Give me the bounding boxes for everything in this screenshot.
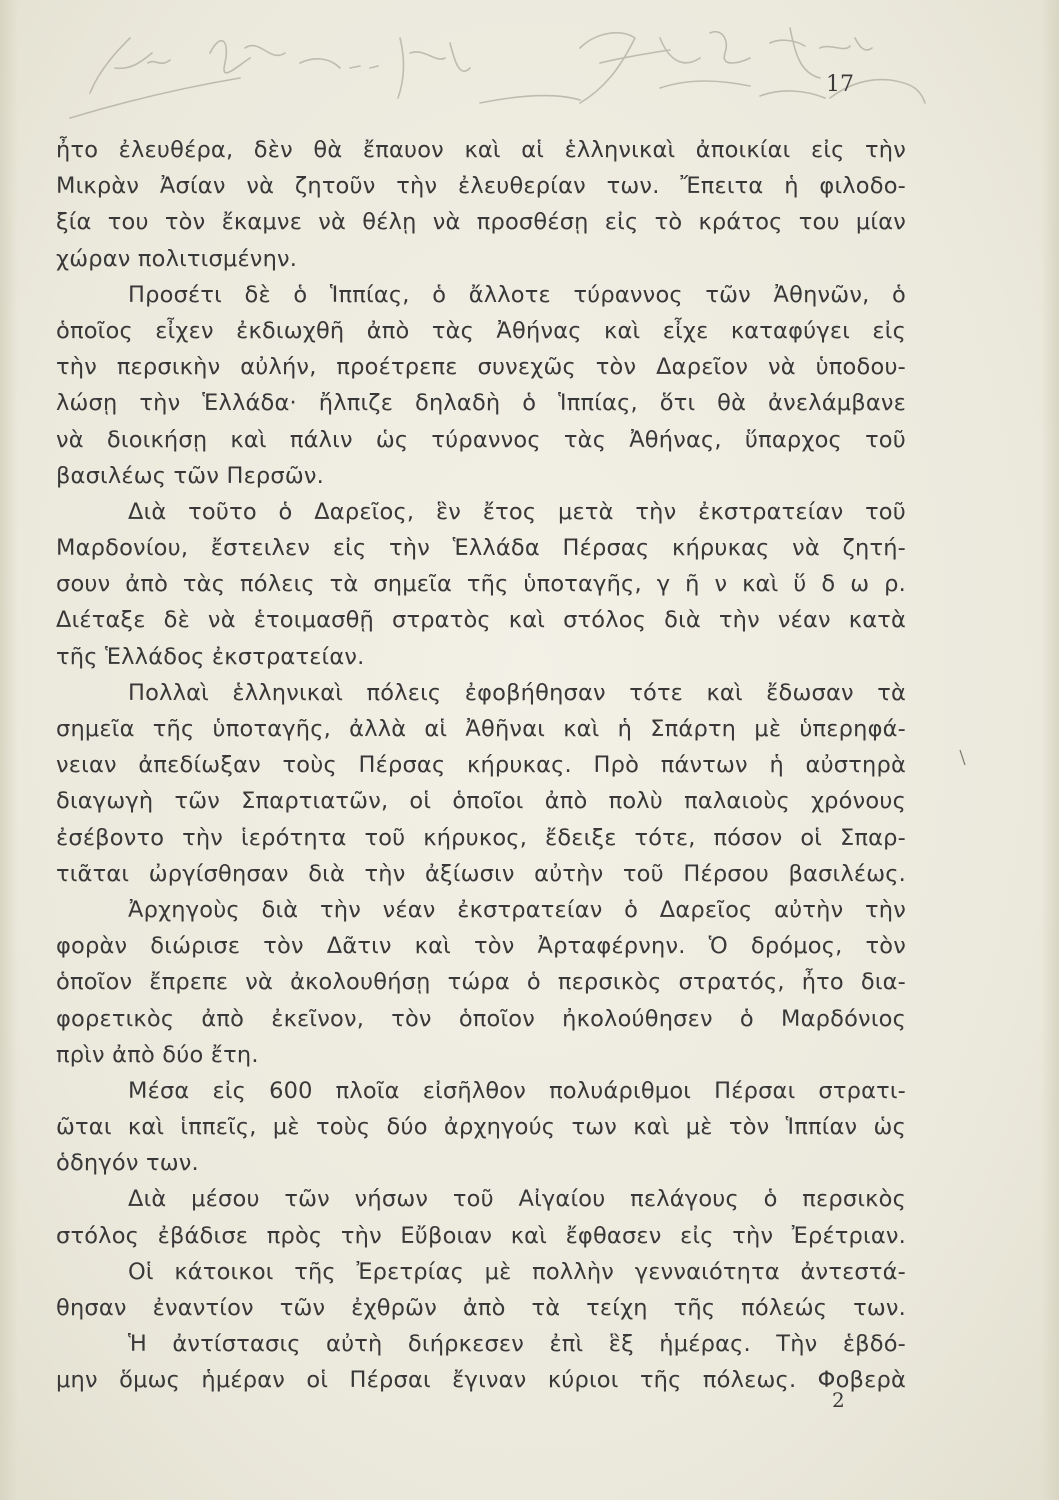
scan-edge-left [0, 0, 18, 1500]
text-line: τιᾶται ὠργίσθησαν διὰ τὴν ἀξίωσιν αὐτὴν τοῦ Πέρσου βασιλέως. [56, 860, 906, 887]
text-line: Μικρὰν Ἀσίαν νὰ ζητοῦν τὴν ἐλευθερίαν των. Ἔπειτα ἡ φιλοδο- [56, 173, 906, 200]
text-line: Μαρδονίου, ἔστειλεν εἰς τὴν Ἑλλάδα Πέρσας κήρυκας νὰ ζητή- [56, 535, 906, 562]
text-line: Οἱ κάτοικοι τῆς Ἐρετρίας μὲ πολλὴν γενναιότητα ἀντεστά- [128, 1258, 906, 1285]
text-line: Διὰ τοῦτο ὁ Δαρεῖος, ἓν ἔτος μετὰ τὴν ἐκστρατείαν τοῦ [128, 498, 906, 525]
text-line: φορετικὸς ἀπὸ ἐκεῖνον, τὸν ὁποῖον ἠκολούθησεν ὁ Μαρδόνιος [56, 1005, 906, 1032]
text-line: Διὰ μέσου τῶν νήσων τοῦ Αἰγαίου πελάγους ὁ περσικὸς [128, 1186, 906, 1213]
text-line: Ἡ ἀντίστασις αὐτὴ διήρκεσεν ἐπὶ ἓξ ἡμέρας. Τὴν ἑβδό- [128, 1331, 906, 1358]
text-line: χώραν πολιτισμένην. [56, 245, 298, 272]
text-line: βασιλέως τῶν Περσῶν. [56, 462, 325, 489]
text-line: Μέσα εἰς 600 πλοῖα εἰσῆλθον πολυάριθμοι Πέρσαι στρατι- [128, 1077, 906, 1104]
signature-number: 2 [832, 1388, 845, 1412]
text-line: πρὶν ἀπὸ δύο ἔτη. [56, 1041, 259, 1068]
text-line: τῆς Ἑλλάδος ἐκστρατείαν. [56, 643, 365, 670]
text-line: Διέταξε δὲ νὰ ἑτοιμασθῇ στρατὸς καὶ στόλος διὰ τὴν νέαν κατὰ [56, 607, 906, 634]
text-line: ὁδηγόν των. [56, 1150, 199, 1177]
body-text [56, 132, 906, 1399]
text-line: λώσῃ τὴν Ἑλλάδα· ἤλπιζε δηλαδὴ ὁ Ἱππίας, ὅτι θὰ ἀνελάμβανε [56, 390, 906, 417]
text-line: ὁποῖον ἔπρεπε νὰ ἀκολουθήσῃ τώρα ὁ περσικὸς στρατός, ἦτο δια- [56, 969, 906, 996]
text-line: διαγωγὴ τῶν Σπαρτιατῶν, οἱ ὁποῖοι ἀπὸ πολὺ παλαιοὺς χρόνους [56, 788, 906, 815]
text-line: Πολλαὶ ἑλληνικαὶ πόλεις ἐφοβήθησαν τότε καὶ ἔδωσαν τὰ [128, 679, 906, 706]
text-line: ῶται καὶ ἱππεῖς, μὲ τοὺς δύο ἀρχηγούς των καὶ μὲ τὸν Ἱππίαν ὡς [56, 1114, 906, 1141]
page-number: 17 [826, 72, 854, 97]
handwritten-annotation [60, 8, 930, 138]
text-line: νὰ διοικήσῃ καὶ πάλιν ὡς τύραννος τὰς Ἀθήνας, ὕπαρχος τοῦ [56, 426, 906, 453]
text-line: σημεῖα τῆς ὑποταγῆς, ἀλλὰ αἱ Ἀθῆναι καὶ ἡ Σπάρτη μὲ ὑπερηφά- [56, 716, 906, 742]
text-line: μην ὅμως ἡμέραν οἱ Πέρσαι ἔγιναν κύριοι τῆς πόλεως. Φοβερὰ [56, 1367, 906, 1394]
text-line: νειαν ἀπεδίωξαν τοὺς Πέρσας κήρυκας. Πρὸ πάντων ἡ αὐστηρὰ [56, 752, 906, 779]
text-line: θησαν ἐναντίον τῶν ἐχθρῶν ἀπὸ τὰ τείχη τῆς πόλεώς των. [56, 1295, 906, 1321]
text-line: ὁποῖος εἶχεν ἐκδιωχθῆ ἀπὸ τὰς Ἀθήνας καὶ εἶχε καταφύγει εἰς [56, 317, 906, 344]
scan-edge-right [1041, 0, 1059, 1500]
text-line: τὴν περσικὴν αὐλήν, προέτρεπε συνεχῶς τὸν Δαρεῖον νὰ ὑποδου- [56, 354, 906, 381]
text-line: ἐσέβοντο τὴν ἱερότητα τοῦ κήρυκος, ἔδειξε τότε, πόσον οἱ Σπαρ- [56, 824, 906, 851]
text-line: σουν ἀπὸ τὰς πόλεις τὰ σημεῖα τῆς ὑποταγῆς, γ ῆ ν καὶ ὕ δ ω ρ. [56, 571, 906, 598]
text-line: ξία του τὸν ἔκαμνε νὰ θέλῃ νὰ προσθέσῃ εἰς τὸ κράτος του μίαν [56, 209, 906, 236]
text-line: Προσέτι δὲ ὁ Ἱππίας, ὁ ἄλλοτε τύραννος τῶν Ἀθηνῶν, ὁ [128, 281, 906, 308]
text-line: Ἀρχηγοὺς διὰ τὴν νέαν ἐκστρατείαν ὁ Δαρεῖος αὐτὴν τὴν [128, 896, 906, 923]
text-line: στόλος ἐβάδισε πρὸς τὴν Εὔβοιαν καὶ ἔφθασεν εἰς τὴν Ἐρέτριαν. [56, 1222, 906, 1249]
text-line: ἦτο ἐλευθέρα, δὲν θὰ ἔπαυον καὶ αἱ ἑλληνικαὶ ἀποικίαι εἰς τὴν [56, 137, 906, 163]
margin-mark [958, 748, 968, 768]
text-line: φορὰν διώρισε τὸν Δᾶτιν καὶ τὸν Ἀρταφέρνην. Ὁ δρόμος, τὸν [56, 933, 906, 960]
